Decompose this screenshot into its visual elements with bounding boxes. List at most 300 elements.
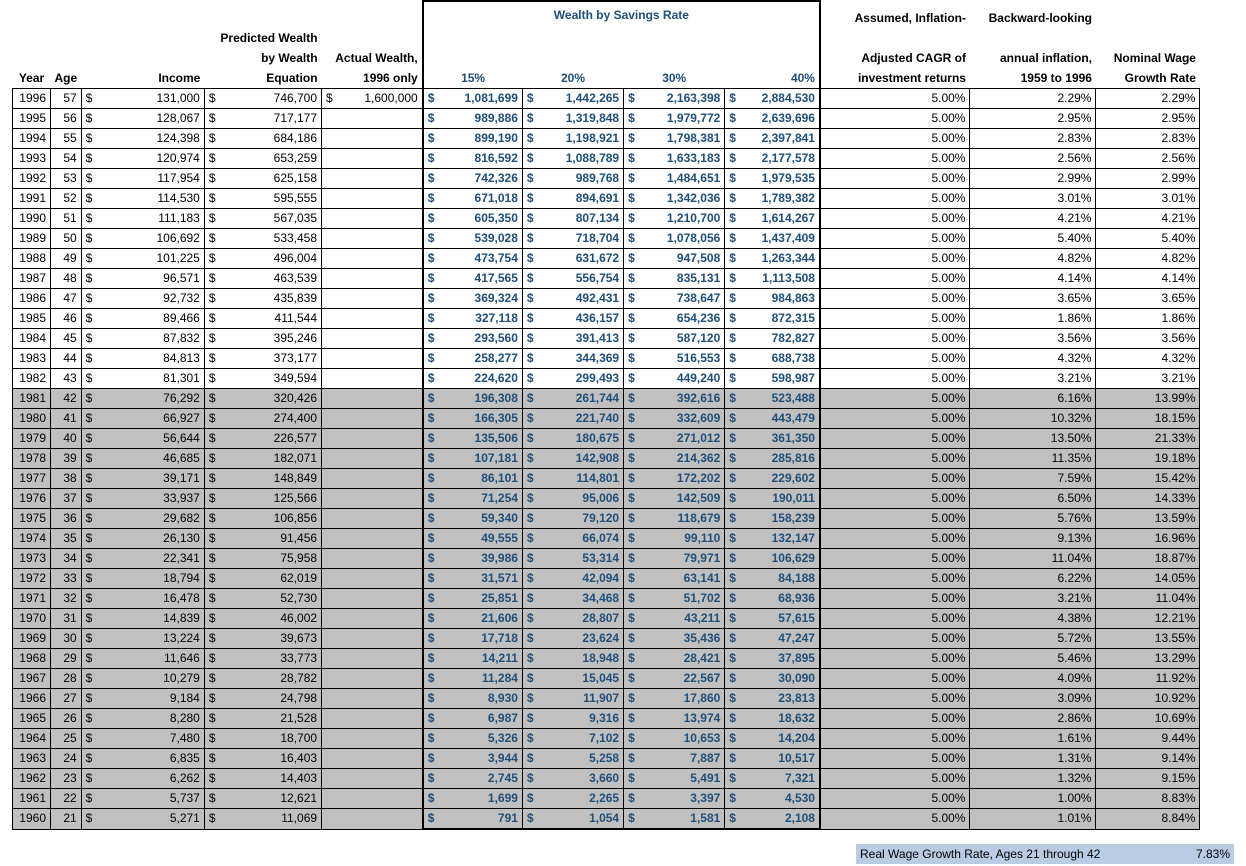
table-row [13, 749, 1200, 769]
income-cell: 6,835 [96, 749, 204, 769]
inflation-cell: 2.86% [970, 709, 1096, 729]
age-cell: 47 [51, 289, 82, 309]
predicted-wealth-cell: 12,621 [220, 789, 322, 809]
nominal-wage-cell: 2.95% [1096, 109, 1200, 129]
age-cell: 33 [51, 569, 82, 589]
currency-symbol: $ [624, 109, 639, 129]
year-cell: 1975 [13, 509, 51, 529]
predicted-wealth-cell: 717,177 [220, 109, 322, 129]
predicted-wealth-cell: 411,544 [220, 309, 322, 329]
currency-symbol: $ [522, 289, 537, 309]
currency-symbol: $ [423, 309, 439, 329]
wealth-30-cell: 142,509 [639, 489, 725, 509]
inflation-cell: 2.99% [970, 169, 1096, 189]
nominal-wage-cell: 18.87% [1096, 549, 1200, 569]
cagr-cell: 5.00% [820, 769, 970, 789]
wealth-20-cell: 894,691 [538, 189, 624, 209]
cagr-cell: 5.00% [820, 669, 970, 689]
table-row [13, 369, 1200, 389]
currency-symbol: $ [204, 509, 219, 529]
currency-symbol: $ [204, 369, 219, 389]
age-cell: 49 [51, 249, 82, 269]
inflation-cell: 11.04% [970, 549, 1096, 569]
income-cell: 39,171 [96, 469, 204, 489]
real-wage-growth-summary [856, 844, 1234, 864]
wealth-30-cell: 43,211 [639, 609, 725, 629]
currency-symbol: $ [204, 489, 219, 509]
currency-symbol: $ [522, 129, 537, 149]
currency-symbol: $ [81, 429, 96, 449]
wealth-15-cell: 86,101 [438, 469, 522, 489]
cagr-cell: 5.00% [820, 609, 970, 629]
income-cell: 46,685 [96, 449, 204, 469]
currency-symbol: $ [624, 569, 639, 589]
income-cell: 76,292 [96, 389, 204, 409]
wealth-40-cell: 132,147 [740, 529, 820, 549]
wealth-30-cell: 172,202 [639, 469, 725, 489]
year-cell: 1992 [13, 169, 51, 189]
table-row [13, 309, 1200, 329]
currency-symbol: $ [725, 809, 740, 830]
empty-cell [322, 469, 337, 489]
currency-symbol: $ [522, 669, 537, 689]
actual-wealth-cell [337, 789, 423, 809]
actual-wealth-cell [337, 409, 423, 429]
predicted-wealth-cell: 33,773 [220, 649, 322, 669]
nominal-wage-cell: 5.40% [1096, 229, 1200, 249]
cagr-cell: 5.00% [820, 709, 970, 729]
year-cell: 1961 [13, 789, 51, 809]
wealth-20-cell: 299,493 [538, 369, 624, 389]
currency-symbol: $ [624, 309, 639, 329]
year-cell: 1968 [13, 649, 51, 669]
currency-symbol: $ [725, 429, 740, 449]
currency-symbol: $ [81, 789, 96, 809]
currency-symbol: $ [624, 749, 639, 769]
nominal-wage-cell: 15.42% [1096, 469, 1200, 489]
currency-symbol: $ [81, 549, 96, 569]
wealth-20-cell: 718,704 [538, 229, 624, 249]
wealth-30-cell: 17,860 [639, 689, 725, 709]
rate-30-header: 30% [662, 71, 687, 85]
wealth-40-cell: 2,108 [740, 809, 820, 830]
table-row [13, 509, 1200, 529]
age-cell: 46 [51, 309, 82, 329]
currency-symbol: $ [624, 249, 639, 269]
wealth-15-cell: 671,018 [438, 189, 522, 209]
currency-symbol: $ [725, 409, 740, 429]
inflation-cell: 2.83% [970, 129, 1096, 149]
wealth-30-cell: 1,210,700 [639, 209, 725, 229]
wealth-20-cell: 18,948 [538, 649, 624, 669]
currency-symbol: $ [81, 449, 96, 469]
currency-symbol: $ [81, 589, 96, 609]
year-cell: 1965 [13, 709, 51, 729]
table-row [13, 289, 1200, 309]
empty-cell [322, 749, 337, 769]
actual-wealth-cell [337, 169, 423, 189]
age-cell: 53 [51, 169, 82, 189]
wealth-30-cell: 7,887 [639, 749, 725, 769]
actual-header-line1: Actual Wealth, [335, 51, 418, 65]
wealth-30-cell: 118,679 [639, 509, 725, 529]
cagr-cell: 5.00% [820, 149, 970, 169]
inflation-cell: 3.65% [970, 289, 1096, 309]
currency-symbol: $ [522, 229, 537, 249]
wealth-15-cell: 605,350 [438, 209, 522, 229]
inflation-header-line1: Backward-looking [988, 11, 1092, 25]
actual-wealth-cell [337, 509, 423, 529]
nominal-wage-cell: 4.32% [1096, 349, 1200, 369]
actual-wealth-cell [337, 749, 423, 769]
currency-symbol: $ [423, 749, 439, 769]
wealth-20-cell: 9,316 [538, 709, 624, 729]
table-row [13, 249, 1200, 269]
table-row [13, 589, 1200, 609]
actual-wealth-cell [337, 809, 423, 830]
age-cell: 43 [51, 369, 82, 389]
currency-symbol: $ [725, 589, 740, 609]
actual-wealth-cell [337, 349, 423, 369]
currency-symbol: $ [423, 609, 439, 629]
currency-symbol: $ [81, 229, 96, 249]
wealth-40-cell: 7,321 [740, 769, 820, 789]
currency-symbol: $ [204, 649, 219, 669]
wealth-20-cell: 436,157 [538, 309, 624, 329]
currency-symbol: $ [423, 669, 439, 689]
currency-symbol: $ [423, 589, 439, 609]
currency-symbol: $ [423, 809, 439, 830]
predicted-header-line2: by Wealth [261, 51, 318, 65]
year-cell: 1987 [13, 269, 51, 289]
wealth-30-cell: 1,798,381 [639, 129, 725, 149]
age-cell: 31 [51, 609, 82, 629]
empty-cell [322, 489, 337, 509]
currency-symbol: $ [522, 709, 537, 729]
income-cell: 117,954 [96, 169, 204, 189]
currency-symbol: $ [725, 649, 740, 669]
wealth-20-cell: 15,045 [538, 669, 624, 689]
wealth-30-cell: 738,647 [639, 289, 725, 309]
income-cell: 8,280 [96, 709, 204, 729]
inflation-cell: 10.32% [970, 409, 1096, 429]
income-header: Income [158, 71, 201, 85]
currency-symbol: $ [204, 809, 219, 830]
currency-symbol: $ [423, 289, 439, 309]
currency-symbol: $ [423, 389, 439, 409]
currency-symbol: $ [522, 769, 537, 789]
income-cell: 111,183 [96, 209, 204, 229]
income-cell: 124,398 [96, 129, 204, 149]
currency-symbol: $ [204, 269, 219, 289]
currency-symbol: $ [204, 609, 219, 629]
currency-symbol: $ [522, 209, 537, 229]
table-row [13, 329, 1200, 349]
currency-symbol: $ [81, 609, 96, 629]
wealth-40-cell: 2,884,530 [740, 89, 820, 109]
currency-symbol: $ [81, 209, 96, 229]
nominal-wage-cell: 21.33% [1096, 429, 1200, 449]
wealth-30-cell: 99,110 [639, 529, 725, 549]
wealth-15-cell: 293,560 [438, 329, 522, 349]
empty-cell [322, 149, 337, 169]
nominal-wage-cell: 13.59% [1096, 509, 1200, 529]
nominal-wage-cell: 11.04% [1096, 589, 1200, 609]
table-row [13, 469, 1200, 489]
year-cell: 1983 [13, 349, 51, 369]
currency-symbol: $ [423, 229, 439, 249]
wealth-15-cell: 1,699 [438, 789, 522, 809]
wealth-20-cell: 95,006 [538, 489, 624, 509]
currency-symbol: $ [624, 609, 639, 629]
income-cell: 81,301 [96, 369, 204, 389]
currency-symbol: $ [204, 529, 219, 549]
year-cell: 1977 [13, 469, 51, 489]
income-cell: 18,794 [96, 569, 204, 589]
currency-symbol: $ [204, 729, 219, 749]
wealth-40-cell: 2,397,841 [740, 129, 820, 149]
nominal-wage-cell: 8.84% [1096, 809, 1200, 830]
cagr-cell: 5.00% [820, 89, 970, 109]
inflation-cell: 3.21% [970, 369, 1096, 389]
currency-symbol: $ [81, 369, 96, 389]
income-cell: 131,000 [96, 89, 204, 109]
income-cell: 106,692 [96, 229, 204, 249]
predicted-wealth-cell: 567,035 [220, 209, 322, 229]
predicted-wealth-cell: 16,403 [220, 749, 322, 769]
currency-symbol: $ [423, 709, 439, 729]
nominal-wage-cell: 4.14% [1096, 269, 1200, 289]
nominal-wage-cell: 18.15% [1096, 409, 1200, 429]
rate-40-header: 40% [725, 68, 820, 89]
cagr-cell: 5.00% [820, 469, 970, 489]
currency-symbol: $ [624, 689, 639, 709]
income-cell: 5,737 [96, 789, 204, 809]
wealth-20-cell: 221,740 [538, 409, 624, 429]
age-cell: 45 [51, 329, 82, 349]
currency-symbol: $ [624, 629, 639, 649]
currency-symbol: $ [522, 489, 537, 509]
income-cell: 114,530 [96, 189, 204, 209]
inflation-cell: 1.31% [970, 749, 1096, 769]
currency-symbol: $ [423, 349, 439, 369]
currency-symbol: $ [522, 749, 537, 769]
currency-symbol: $ [204, 129, 219, 149]
nominal-wage-cell: 16.96% [1096, 529, 1200, 549]
wealth-15-cell: 6,987 [438, 709, 522, 729]
wealth-15-cell: 17,718 [438, 629, 522, 649]
currency-symbol: $ [624, 189, 639, 209]
currency-symbol: $ [81, 769, 96, 789]
currency-symbol: $ [204, 249, 219, 269]
wealth-30-cell: 516,553 [639, 349, 725, 369]
currency-symbol: $ [522, 189, 537, 209]
cagr-header-line2: Adjusted CAGR of [861, 51, 966, 65]
table-row [13, 429, 1200, 449]
wealth-15-cell: 25,851 [438, 589, 522, 609]
empty-cell [322, 549, 337, 569]
year-cell: 1979 [13, 429, 51, 449]
predicted-wealth-cell: 18,700 [220, 729, 322, 749]
nominal-wage-cell: 4.21% [1096, 209, 1200, 229]
inflation-cell: 2.56% [970, 149, 1096, 169]
actual-wealth-cell [337, 309, 423, 329]
empty-cell [322, 129, 337, 149]
currency-symbol: $ [81, 309, 96, 329]
nominal-wage-cell: 4.82% [1096, 249, 1200, 269]
currency-symbol: $ [522, 409, 537, 429]
year-cell: 1964 [13, 729, 51, 749]
actual-wealth-cell [337, 269, 423, 289]
empty-cell [322, 349, 337, 369]
currency-symbol: $ [725, 729, 740, 749]
year-cell: 1989 [13, 229, 51, 249]
currency-symbol: $ [81, 269, 96, 289]
income-cell: 6,262 [96, 769, 204, 789]
year-cell: 1981 [13, 389, 51, 409]
cagr-cell: 5.00% [820, 329, 970, 349]
currency-symbol: $ [725, 249, 740, 269]
actual-wealth-cell: 1,600,000 [337, 89, 423, 109]
wealth-40-cell: 523,488 [740, 389, 820, 409]
currency-symbol: $ [423, 549, 439, 569]
empty-cell [322, 649, 337, 669]
year-cell: 1985 [13, 309, 51, 329]
year-cell: 1991 [13, 189, 51, 209]
actual-wealth-cell [337, 369, 423, 389]
currency-symbol: $ [725, 169, 740, 189]
actual-wealth-cell [337, 729, 423, 749]
currency-symbol: $ [725, 209, 740, 229]
currency-symbol: $ [81, 669, 96, 689]
wealth-15-cell: 59,340 [438, 509, 522, 529]
wealth-15-cell: 742,326 [438, 169, 522, 189]
nominal-wage-cell: 1.86% [1096, 309, 1200, 329]
predicted-header-line3: Equation [266, 71, 318, 85]
predicted-wealth-cell: 62,019 [220, 569, 322, 589]
currency-symbol: $ [204, 669, 219, 689]
currency-symbol: $ [725, 309, 740, 329]
wealth-20-cell: 344,369 [538, 349, 624, 369]
wealth-20-cell: 28,807 [538, 609, 624, 629]
wealth-15-cell: 11,284 [438, 669, 522, 689]
summary-value: 7.83% [1195, 847, 1230, 861]
table-row [13, 709, 1200, 729]
cagr-cell: 5.00% [820, 449, 970, 469]
currency-symbol: $ [204, 409, 219, 429]
actual-wealth-cell [337, 609, 423, 629]
income-cell: 11,646 [96, 649, 204, 669]
nominal-header-line1: Nominal Wage [1113, 51, 1196, 65]
wealth-40-cell: 361,350 [740, 429, 820, 449]
currency-symbol: $ [81, 729, 96, 749]
nominal-wage-cell: 13.99% [1096, 389, 1200, 409]
age-cell: 28 [51, 669, 82, 689]
currency-symbol: $ [423, 469, 439, 489]
nominal-wage-cell: 12.21% [1096, 609, 1200, 629]
currency-symbol: $ [624, 349, 639, 369]
nominal-wage-cell: 10.69% [1096, 709, 1200, 729]
predicted-wealth-cell: 125,566 [220, 489, 322, 509]
cagr-cell: 5.00% [820, 509, 970, 529]
table-row [13, 769, 1200, 789]
wealth-15-cell: 31,571 [438, 569, 522, 589]
age-cell: 44 [51, 349, 82, 369]
income-cell: 66,927 [96, 409, 204, 429]
age-cell: 26 [51, 709, 82, 729]
income-cell: 13,224 [96, 629, 204, 649]
actual-wealth-cell [337, 689, 423, 709]
currency-symbol: $ [624, 289, 639, 309]
age-cell: 35 [51, 529, 82, 549]
actual-wealth-cell [337, 769, 423, 789]
currency-symbol: $ [522, 509, 537, 529]
predicted-wealth-cell: 746,700 [220, 89, 322, 109]
wealth-15-cell: 899,190 [438, 129, 522, 149]
currency-symbol: $ [624, 469, 639, 489]
summary-label: Real Wage Growth Rate, Ages 21 through 42 [860, 847, 1101, 861]
currency-symbol: $ [423, 429, 439, 449]
age-cell: 40 [51, 429, 82, 449]
currency-symbol: $ [423, 89, 439, 109]
table-row [13, 169, 1200, 189]
year-cell: 1986 [13, 289, 51, 309]
empty-cell [322, 369, 337, 389]
currency-symbol: $ [423, 189, 439, 209]
predicted-wealth-cell: 435,839 [220, 289, 322, 309]
rate-15-header: 15% [423, 68, 523, 89]
predicted-wealth-cell: 52,730 [220, 589, 322, 609]
inflation-cell: 1.32% [970, 769, 1096, 789]
predicted-wealth-cell: 148,849 [220, 469, 322, 489]
currency-symbol: $ [725, 269, 740, 289]
empty-cell [322, 269, 337, 289]
income-cell: 10,279 [96, 669, 204, 689]
currency-symbol: $ [725, 369, 740, 389]
nominal-wage-cell: 9.14% [1096, 749, 1200, 769]
empty-cell [322, 389, 337, 409]
income-cell: 29,682 [96, 509, 204, 529]
currency-symbol: $ [81, 349, 96, 369]
inflation-cell: 4.14% [970, 269, 1096, 289]
actual-wealth-cell [337, 529, 423, 549]
currency-symbol: $ [423, 269, 439, 289]
table-row [13, 269, 1200, 289]
currency-symbol: $ [624, 509, 639, 529]
currency-symbol: $ [81, 529, 96, 549]
age-header: Age [54, 71, 78, 85]
currency-symbol: $ [204, 389, 219, 409]
rate-20-header: 20% [561, 71, 586, 85]
cagr-header-line1: Assumed, Inflation- [854, 11, 966, 25]
empty-cell [322, 329, 337, 349]
currency-symbol: $ [423, 689, 439, 709]
year-cell: 1980 [13, 409, 51, 429]
nominal-wage-cell: 14.05% [1096, 569, 1200, 589]
wealth-30-cell: 79,971 [639, 549, 725, 569]
currency-symbol: $ [81, 749, 96, 769]
currency-symbol: $ [725, 149, 740, 169]
currency-symbol: $ [522, 449, 537, 469]
currency-symbol: $ [204, 469, 219, 489]
year-cell: 1988 [13, 249, 51, 269]
currency-symbol: $ [522, 589, 537, 609]
cagr-cell: 5.00% [820, 189, 970, 209]
currency-symbol: $ [522, 169, 537, 189]
empty-cell [322, 809, 337, 830]
predicted-wealth-cell: 349,594 [220, 369, 322, 389]
currency-symbol: $ [725, 669, 740, 689]
